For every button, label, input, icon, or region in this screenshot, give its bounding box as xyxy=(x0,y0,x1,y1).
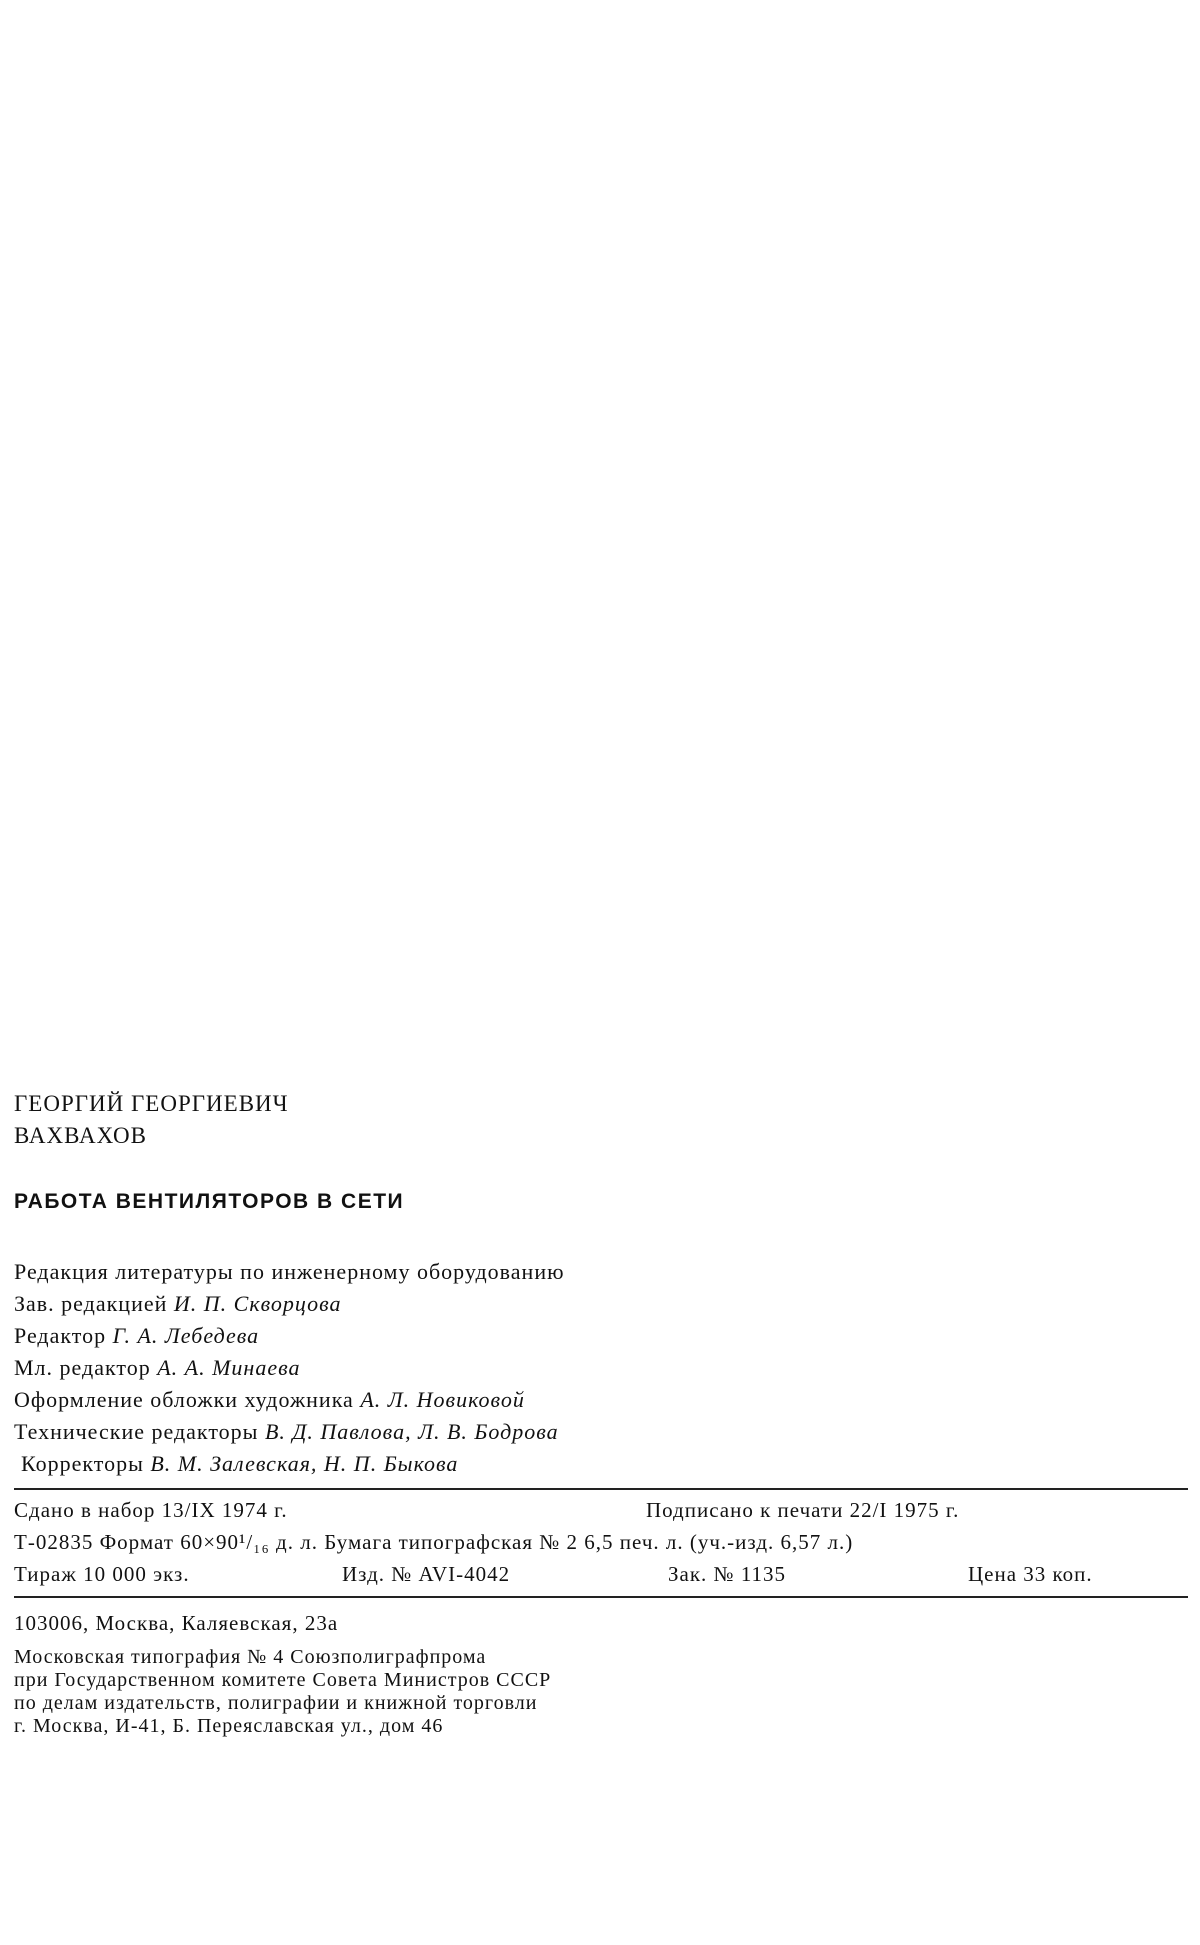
credit-name: И. П. Скворцова xyxy=(173,1291,342,1316)
imprint-page xyxy=(14,1088,1190,1738)
order-number: Зак. № 1135 xyxy=(668,1562,787,1586)
format-line: Т-02835 Формат 60×90¹/₁₆ д. л. Бумага типографская № 2 6,5 печ. л. (уч.-изд. 6,57 л.) xyxy=(14,1530,854,1554)
credit-editor xyxy=(14,1320,1190,1352)
signed-date: Подписано к печати 22/I 1975 г. xyxy=(646,1498,960,1522)
book-title: РАБОТА ВЕНТИЛЯТОРОВ В СЕТИ xyxy=(14,1190,405,1213)
pub-row-format xyxy=(14,1528,1190,1560)
credit-role: Редактор xyxy=(14,1323,107,1348)
submitted-date: Сдано в набор 13/IX 1974 г. xyxy=(14,1498,288,1522)
credit-technical-editors xyxy=(14,1416,1190,1448)
author-surname: ВАХВАХОВ xyxy=(14,1123,148,1148)
credit-junior-editor xyxy=(14,1352,1190,1384)
printer-line: Московская типография № 4 Союзполиграфпрома xyxy=(14,1646,487,1668)
printer-line: по делам издательств, полиграфии и книжной торговли xyxy=(14,1692,538,1714)
credit-role: Зав. редакцией xyxy=(14,1291,168,1316)
printer-line: при Государственном комитете Совета Министров СССР xyxy=(14,1669,552,1691)
credit-chief-editor xyxy=(14,1288,1190,1320)
pub-row-counts xyxy=(14,1560,1190,1592)
credit-role: Оформление обложки художника xyxy=(14,1387,354,1412)
credit-name: А. А. Минаева xyxy=(157,1355,301,1380)
credit-name: В. М. Залевская, Н. П. Быкова xyxy=(150,1451,459,1476)
credit-role: Технические редакторы xyxy=(14,1419,259,1444)
publisher-address: 103006, Москва, Каляевская, 23а xyxy=(14,1611,339,1635)
divider-bottom xyxy=(14,1596,1188,1598)
credit-name: Г. А. Лебедева xyxy=(112,1323,260,1348)
credit-role: Корректоры xyxy=(21,1451,144,1476)
author-first-names: ГЕОРГИЙ ГЕОРГИЕВИЧ xyxy=(14,1091,289,1116)
author-block xyxy=(14,1088,1190,1152)
editorial-department: Редакция литературы по инженерному оборудованию xyxy=(14,1259,565,1284)
publication-details xyxy=(14,1490,1190,1596)
printer-line: г. Москва, И-41, Б. Переяславская ул., дом 46 xyxy=(14,1715,444,1737)
credit-name: А. Л. Новиковой xyxy=(360,1387,525,1412)
credits-block xyxy=(14,1256,1190,1480)
printer-block xyxy=(14,1646,1190,1738)
credit-name: В. Д. Павлова, Л. В. Бодрова xyxy=(264,1419,559,1444)
credit-cover-design xyxy=(14,1384,1190,1416)
print-run: Тираж 10 000 экз. xyxy=(14,1562,190,1586)
price: Цена 33 коп. xyxy=(968,1562,1093,1586)
credit-proofreaders xyxy=(14,1448,1190,1480)
credit-role: Мл. редактор xyxy=(14,1355,151,1380)
pub-row-dates xyxy=(14,1496,1190,1528)
edition-number: Изд. № AVI-4042 xyxy=(342,1562,511,1586)
